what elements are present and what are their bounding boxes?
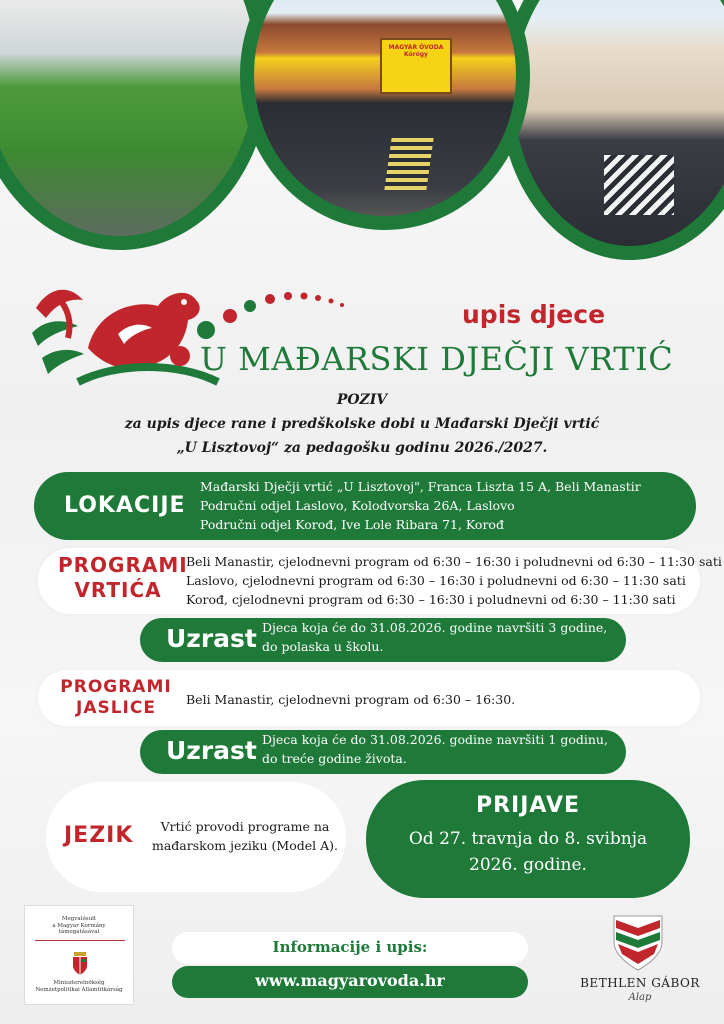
prijave-line: Od 27. travnja do 8. svibnja (408, 829, 648, 849)
uzrast-jaslice-label: Uzrast (166, 736, 257, 765)
lokacije-line: Mađarski Dječji vrtić „U Lisztovoj", Franca Liszta 15 A, Beli Manastir (200, 479, 641, 494)
programi-vrtica-label-line: VRTIĆA (74, 578, 162, 602)
bethlen-gabor-shield-icon (610, 912, 666, 972)
programi-jaslice-label (56, 677, 176, 719)
lokacije-list (200, 477, 641, 534)
uzrast-line: do polaska u školu. (262, 639, 384, 654)
intro-line-2: „U Lisztovoj“ za pedagošku godinu 2026./2027. (176, 440, 548, 456)
folk-bird-logo-icon (28, 278, 358, 398)
prijave-line: 2026. godine. (469, 855, 587, 875)
programi-vrtica-list (186, 552, 722, 609)
gov-line-text: támogatásával (58, 929, 100, 935)
program-line: Korođ, cjelodnevni program od 6:30 – 16:30 i poludnevni od 6:30 – 11:30 sati (186, 592, 676, 607)
kindergarten-sign (380, 38, 452, 94)
gov-line-text: Nemzetpolitikai Államtitkárság (35, 986, 123, 993)
poziv-heading: POZIV (336, 392, 388, 408)
uzrast-line: Djeca koja će do 31.08.2026. godine navršiti 1 godinu, (262, 732, 608, 747)
page-title: U MAĐARSKI DJEČJI VRTIĆ (200, 340, 674, 378)
jezik-text (150, 817, 340, 855)
photo-kindergarten-building-aerial (0, 0, 270, 250)
programi-jaslice-label-line: PROGRAMI (60, 677, 172, 697)
prijave-text (366, 826, 690, 878)
yellow-crossing (384, 138, 433, 190)
tagline: upis djece (462, 300, 606, 329)
uzrast-line: do treće godine života. (262, 751, 407, 766)
photo-collage (0, 0, 724, 230)
sponsor-name: BETHLEN GÁBOR (580, 976, 700, 990)
jezik-line: Vrtić provodi programe na (160, 819, 330, 834)
uzrast-line: Djeca koja će do 31.08.2026. godine navršiti 3 godine, (262, 620, 608, 635)
photo-kindergarten-building-front (240, 0, 530, 230)
gov-bottom-text (25, 980, 133, 993)
website-link[interactable]: www.magyarovoda.hr (255, 971, 445, 990)
uzrast-jaslice-text (262, 730, 608, 768)
kindergarten-sign-text: MAGYAR ÓVODA Kórógy (388, 44, 444, 58)
intro-line-1: za upis djece rane i predškolske dobi u Mađarski Dječji vrtić (124, 416, 600, 432)
sponsor-subtitle: Alap (628, 992, 652, 1003)
program-line: Beli Manastir, cjelodnevni program od 6:30 – 16:30 i poludnevni od 6:30 – 11:30 sati (186, 554, 722, 569)
uzrast-vrtic-text (262, 618, 607, 656)
programi-jaslice-text: Beli Manastir, cjelodnevni program od 6:30 – 16:30. (186, 692, 516, 707)
gov-line-text: a Magyar Kormány (52, 922, 106, 929)
jezik-line: mađarskom jeziku (Model A). (152, 838, 338, 853)
gov-line-text: Miniszterelnökség (53, 980, 105, 986)
prijave-label: PRIJAVE (475, 793, 581, 818)
lokacije-label: LOKACIJE (64, 493, 186, 518)
info-label: Informacije i upis: (272, 938, 428, 956)
programi-vrtica-label-line: PROGRAMI (58, 553, 188, 577)
jezik-label: JEZIK (64, 823, 134, 848)
zebra-crossing (604, 155, 674, 215)
photo-kindergarten-building-korod (500, 0, 724, 260)
gov-line-text: Megvalósult (61, 916, 97, 922)
gov-divider (35, 940, 125, 941)
programi-vrtica-label (58, 553, 188, 603)
lokacije-line: Područni odjel Laslovo, Kolodvorska 26A, Laslovo (200, 498, 515, 513)
gov-top-text (25, 916, 133, 936)
programi-jaslice-label-line: JASLICE (76, 698, 156, 718)
program-line: Laslovo, cjelodnevni program od 6:30 – 16:30 i poludnevni od 6:30 – 11:30 sati (186, 573, 686, 588)
government-support-logo (24, 905, 134, 1005)
lokacije-line: Područni odjel Korođ, Ive Lole Ribara 71, Korođ (200, 517, 504, 532)
uzrast-vrtic-label: Uzrast (166, 624, 257, 653)
hungarian-coat-of-arms-icon (71, 950, 89, 976)
